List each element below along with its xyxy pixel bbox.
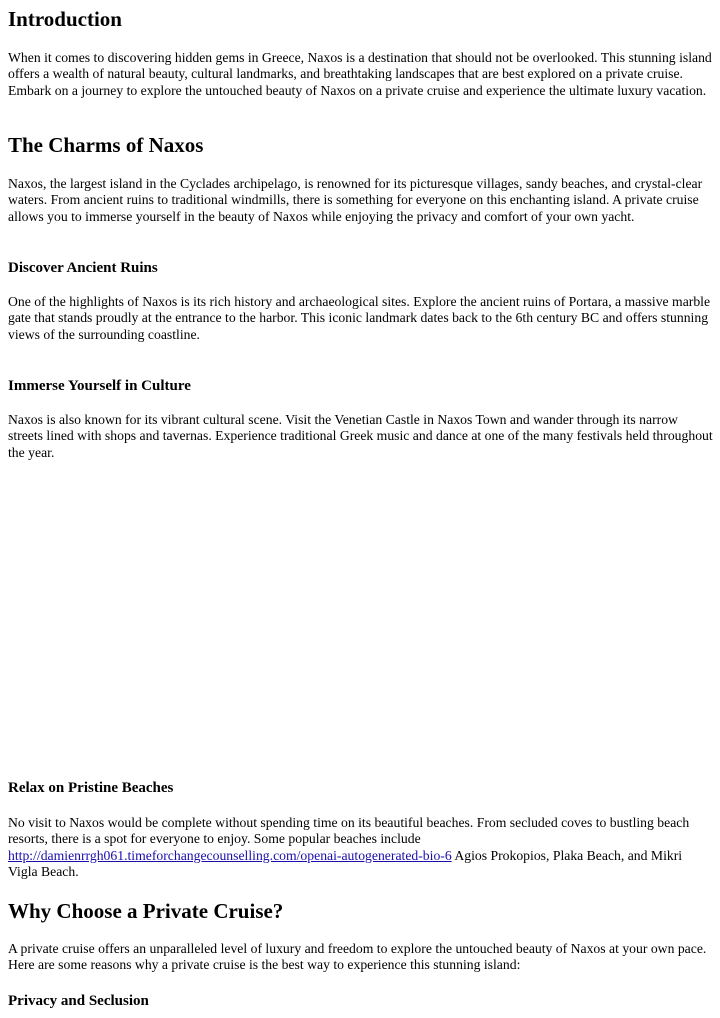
beaches-paragraph [8, 815, 714, 881]
charms-heading: The Charms of Naxos [8, 133, 204, 157]
ruins-paragraph: One of the highlights of Naxos is its rich history and archaeological sites. Explore the ancient ruins of Portara, a massive marble gate that stands proudly at the entrance to the harbor. This iconic landmark dates back to the 6th century BC and offers stunning views of the surrounding coastline. [8, 294, 711, 342]
why-paragraph: A private cruise offers an unparalleled level of luxury and freedom to explore the untouched beauty of Naxos at your own pace. Here are some reasons why a private cruise is the best way to experience this stunning island: [8, 941, 707, 973]
beaches-text-after: Agios Prokopios, Plaka Beach, and Mikri Vigla Beach. [8, 847, 683, 880]
beaches-link[interactable]: http://damienrrgh061.timeforchangecounselling.com/openai-autogenerated-bio-6 [8, 847, 452, 863]
culture-heading: Immerse Yourself in Culture [8, 378, 191, 394]
culture-paragraph: Naxos is also known for its vibrant cultural scene. Visit the Venetian Castle in Naxos Town and wander through its narrow streets lined with shops and tavernas. Experience traditional Greek music and dance at one of the many festivals held throughout the year. [8, 412, 713, 460]
privacy-heading: Privacy and Seclusion [8, 993, 149, 1009]
beaches-text-before: No visit to Naxos would be complete without spending time on its beautiful beaches. From secluded coves to bustling beach resorts, there is a spot for everyone to enjoy. Some popular beaches include [8, 815, 690, 847]
beaches-heading: Relax on Pristine Beaches [8, 780, 174, 796]
introduction-heading: Introduction [8, 7, 122, 31]
why-heading: Why Choose a Private Cruise? [8, 899, 284, 923]
introduction-paragraph: When it comes to discovering hidden gems in Greece, Naxos is a destination that should not be overlooked. This stunning island offers a wealth of natural beauty, cultural landmarks, and breathtaking landscapes that are best explored on a private cruise. Embark on a journey to explore the untouched beauty of Naxos on a private cruise and experience the ultimate luxury vacation. [8, 50, 712, 98]
ruins-heading: Discover Ancient Ruins [8, 260, 158, 276]
blank-image-area [8, 470, 714, 770]
charms-paragraph: Naxos, the largest island in the Cyclades archipelago, is renowned for its picturesque villages, sandy beaches, and crystal-clear waters. From ancient ruins to traditional windmills, there is something for everyone on this enchanting island. A private cruise allows you to immerse yourself in the beauty of Naxos while enjoying the privacy and comfort of your own yacht. [8, 176, 703, 224]
